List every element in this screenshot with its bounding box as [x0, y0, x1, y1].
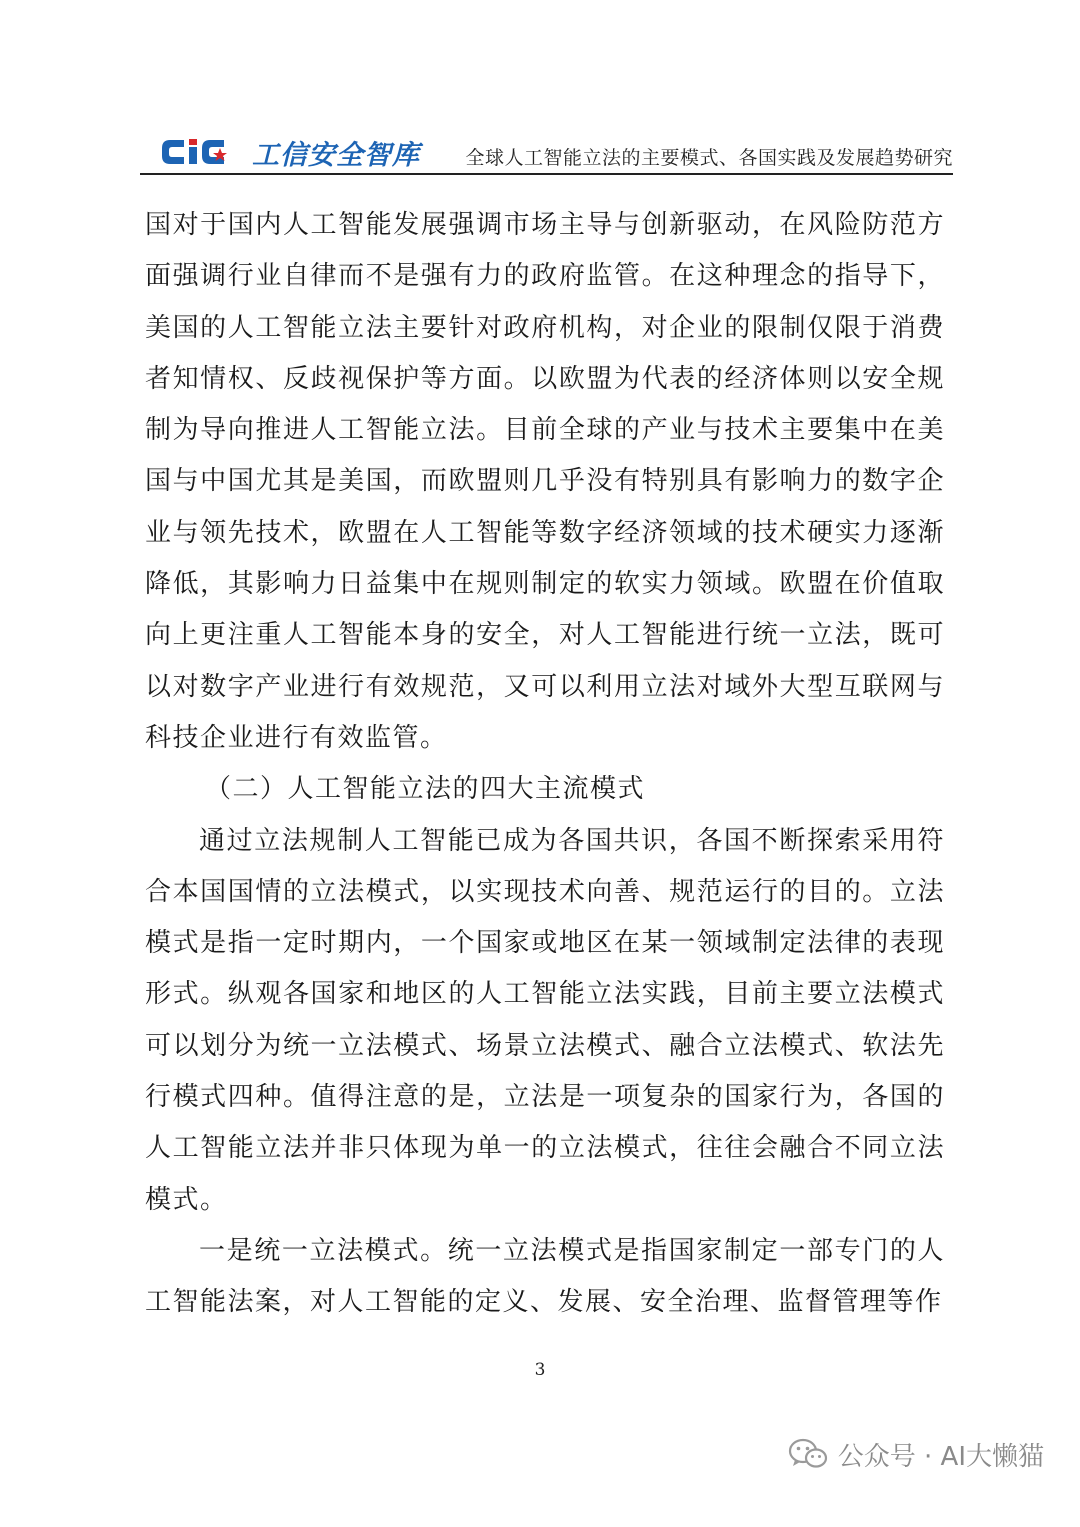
document-title: 全球人工智能立法的主要模式、各国实践及发展趋势研究 — [465, 147, 953, 169]
logo-text: 工信安全智库 — [252, 139, 420, 171]
header-divider — [140, 173, 953, 175]
wechat-watermark — [788, 1432, 1044, 1476]
section-heading: （二）人工智能立法的四大主流模式 — [205, 774, 646, 805]
paragraph-2: 通过立法规制人工智能已成为各国共识，各国不断探索采用符合本国国情的立法模式，以实现技术向善、规范运行的目的。立法模式是指一定时期内，一个国家或地区在某一领域制定法律的表现形式。纵观各国家和地区的人工智能立法实践，目前主要立法模式可以划分为统一立法模式、场景立法模式、融合立法模式、软法先行模式四种。值得注意的是，立法是一项复杂的国家行为，各国的人工智能立法并非只体现为单一的立法模式，往往会融合不同立法模式。 — [145, 825, 945, 1215]
cic-logo-mark — [160, 134, 248, 170]
paragraph-1: 国对于国内人工智能发展强调市场主导与创新驱动，在风险防范方面强调行业自律而不是强有力的政府监管。在这种理念的指导下，美国的人工智能立法主要针对政府机构，对企业的限制仅限于消费者知情权、反歧视保护等方面。以欧盟为代表的经济体则以安全规制为导向推进人工智能立法。目前全球的产业与技术主要集中在美国与中国尤其是美国，而欧盟则几乎没有特别具有影响力的数字企业与领先技术，欧盟在人工智能等数字经济领域的技术硬实力逐渐降低，其影响力日益集中在规则制定的软实力领域。欧盟在价值取向上更注重人工智能本身的安全，对人工智能进行统一立法，既可以对数字产业进行有效规范，又可以利用立法对域外大型互联网与科技企业进行有效监管。 — [145, 210, 945, 753]
wechat-icon — [788, 1437, 828, 1471]
watermark-text: 公众号 · AI大懒猫 — [837, 1441, 1044, 1472]
cic-logo — [160, 132, 420, 172]
page-number: 3 — [534, 1360, 546, 1380]
paragraph-3: 一是统一立法模式。统一立法模式是指国家制定一部专门的人工智能法案，对人工智能的定义、发展、安全治理、监督管理等作 — [145, 1235, 945, 1318]
page-header — [140, 128, 953, 174]
page-body — [145, 200, 945, 1329]
